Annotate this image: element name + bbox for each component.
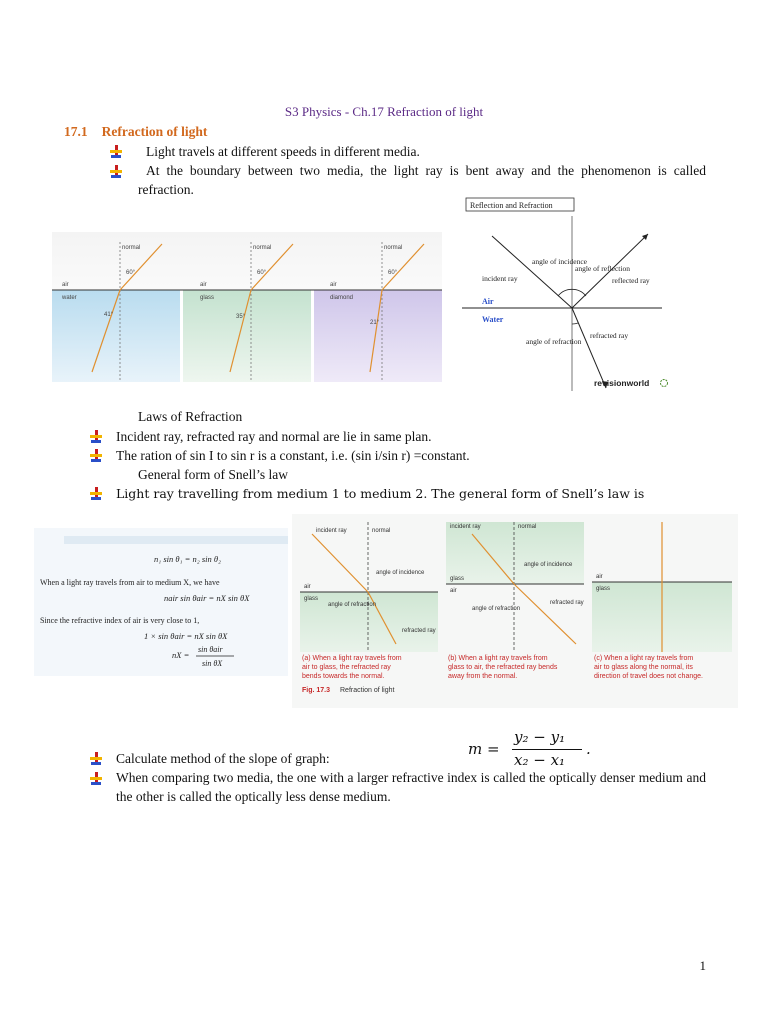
air-label: air — [200, 282, 207, 288]
page-number: 1 — [699, 958, 706, 973]
section-title: Refraction of light — [101, 124, 208, 139]
medium-label: glass — [200, 295, 215, 301]
normal-label: normal — [372, 528, 391, 534]
angle-label: 21° — [370, 320, 380, 326]
snell-line: When a light ray travels from air to medium X, we have — [40, 578, 220, 587]
angle-refraction-label: angle of refraction — [526, 337, 582, 346]
normal-label: normal — [122, 245, 141, 251]
brand-logo: revisionworld — [594, 378, 650, 388]
snell-equation: nair sin θair = nX sin θX — [164, 593, 250, 603]
incident-ray-label: incident ray — [450, 524, 481, 530]
incident-ray-label: incident ray — [482, 274, 518, 283]
angle-label: 60° — [388, 270, 398, 276]
slope-m: m = — [468, 740, 500, 758]
bullet-icon — [110, 165, 122, 178]
caption-a: air to glass, the refracted ray — [302, 664, 391, 671]
angle-label: 41° — [104, 312, 114, 318]
caption-b: (b) When a light ray travels from — [448, 655, 548, 662]
refracted-ray-label: refracted ray — [550, 600, 584, 606]
normal-label: normal — [384, 245, 403, 251]
snell-line: Since the refractive index of air is very close to 1, — [40, 616, 200, 625]
medium-label: diamond — [330, 295, 354, 301]
snell-eq-num: sin θair — [198, 645, 223, 654]
law-item: The ration of sin I to sin r is a constant, i.e. (sin i/sin r) =constant. — [116, 448, 470, 463]
normal-label: normal — [253, 245, 272, 251]
air-label: air — [62, 282, 69, 288]
snell-item: Light ray travelling from medium 1 to medium 2. The general form of Snell’s law is — [116, 486, 645, 501]
angle-incidence-label: angle of incidence — [376, 570, 425, 576]
bullet-icon — [90, 772, 102, 785]
section-heading — [64, 124, 221, 140]
glass-label: glass — [450, 576, 465, 582]
law-item: Incident ray, refracted ray and normal are lie in same plan. — [116, 429, 432, 444]
angle-label: 60° — [257, 270, 267, 276]
slope-denominator: x₂ − x₁ — [514, 751, 566, 769]
bullet-icon — [90, 487, 102, 500]
brand-logo-icon — [661, 380, 668, 387]
snell-heading: General form of Snell’s law — [138, 467, 288, 482]
angle-incidence-label: angle of incidence — [532, 257, 587, 266]
fig-17-3 — [292, 514, 738, 708]
incident-ray-label: incident ray — [316, 528, 347, 534]
refracted-ray-label: refracted ray — [402, 628, 436, 634]
laws-heading: Laws of Refraction — [138, 409, 243, 424]
snell-equation: n₁ sin θ₁ = n₂ sin θ₂ — [154, 554, 221, 564]
reflection-refraction-diagram — [462, 196, 674, 398]
angle-reflection-label: angle of reflection — [575, 264, 630, 273]
media-density-text: When comparing two media, the one with a larger refractive index is called the optically denser medium and the other is called the optically less dense medium. — [116, 770, 706, 804]
angle-incidence-label: angle of incidence — [524, 562, 573, 568]
refracted-ray-label: refracted ray — [590, 331, 629, 340]
angle-label: 60° — [126, 270, 136, 276]
bullet-icon — [90, 430, 102, 443]
caption-a: bends towards the normal. — [302, 673, 385, 680]
air-label: Air — [482, 297, 494, 306]
medium-label: water — [62, 295, 77, 301]
slope-period: . — [586, 740, 591, 758]
bullet-text: Light travels at different speeds in different media. — [146, 144, 420, 159]
glass-label: glass — [304, 596, 319, 602]
air-label: air — [596, 574, 603, 580]
caption-a: (a) When a light ray travels from — [302, 655, 402, 662]
angle-refraction-label: angle of refraction — [328, 602, 377, 608]
normal-label: normal — [518, 524, 537, 530]
section-number: 17.1 — [64, 124, 88, 139]
refraction-media-figure — [52, 232, 442, 382]
figure-number: Fig. 17.3 — [302, 687, 331, 694]
figure-title: Refraction of light — [340, 687, 395, 694]
bullet-icon — [90, 752, 102, 765]
bullet-text: At the boundary between two media, the light ray is bent away and the phenomenon is called refraction. — [138, 163, 706, 197]
caption-b: away from the normal. — [448, 673, 518, 680]
water-label: Water — [482, 315, 504, 324]
slope-formula — [468, 728, 668, 770]
reflected-ray-label: reflected ray — [612, 276, 650, 285]
air-label: air — [450, 588, 457, 594]
angle-refraction-label: angle of refraction — [472, 606, 521, 612]
diagram-title: Reflection and Refraction — [470, 201, 553, 210]
snell-equation: 1 × sin θair = nX sin θX — [144, 631, 228, 641]
air-label: air — [330, 282, 337, 288]
slope-text: Calculate method of the slope of graph: — [116, 751, 330, 766]
bullet-icon — [90, 449, 102, 462]
snell-eq-lhs: nX = — [172, 650, 190, 660]
air-label: air — [304, 584, 311, 590]
caption-c: direction of travel does not change. — [594, 673, 703, 680]
bullet-icon — [110, 145, 122, 158]
snell-formula-figure — [34, 528, 288, 676]
snell-eq-den: sin θX — [202, 659, 223, 668]
page-title: S3 Physics - Ch.17 Refraction of light — [284, 104, 484, 119]
glass-label: glass — [596, 586, 611, 592]
caption-b: glass to air, the refracted ray bends — [448, 664, 558, 671]
caption-c: air to glass along the normal, its — [594, 664, 693, 671]
caption-c: (c) When a light ray travels from — [594, 655, 694, 662]
angle-label: 35° — [236, 314, 246, 320]
slope-numerator: y₂ − y₁ — [514, 728, 566, 746]
